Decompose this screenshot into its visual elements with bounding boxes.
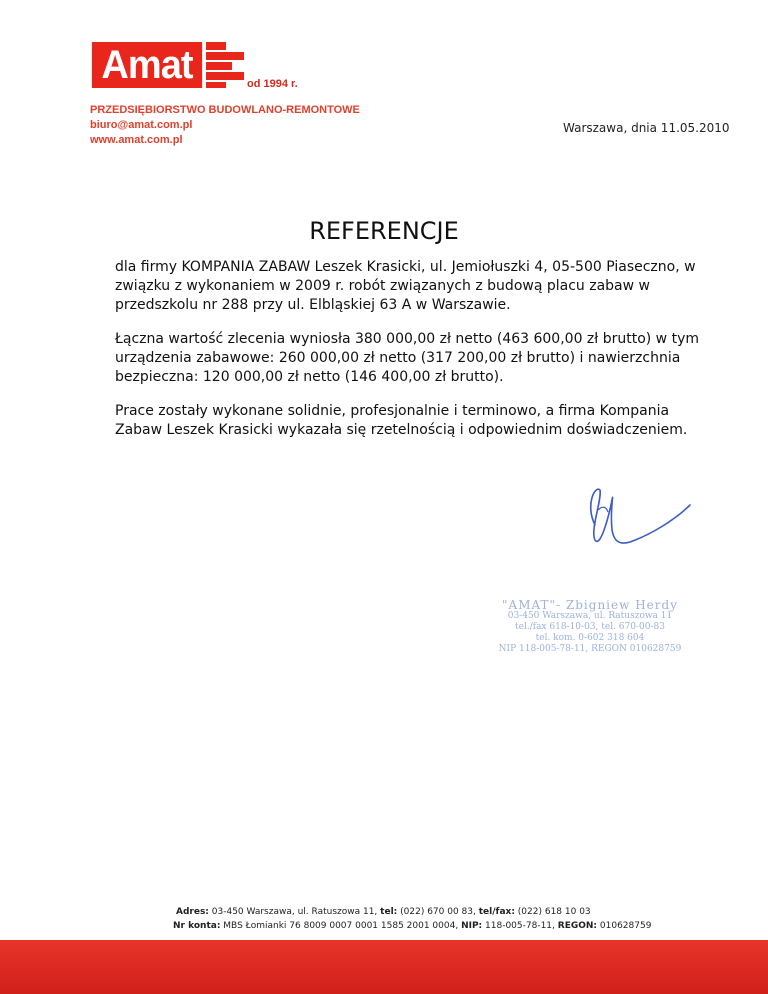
company-email: biuro@amat.com.pl bbox=[90, 119, 193, 131]
logo-wordmark: Amat bbox=[92, 42, 202, 88]
handwritten-signature bbox=[540, 480, 720, 560]
stamp-nip-regon: NIP 118-005-78-11, REGON 010628759 bbox=[498, 644, 682, 654]
stamp-name: "AMAT"- Zbigniew Herdy bbox=[502, 598, 678, 612]
footer-line-address: Adres: 03-450 Warszawa, ul. Ratuszowa 11, tel: (022) 670 00 83, tel/fax: (022) 618 10 03 bbox=[176, 907, 591, 917]
company-stamp bbox=[490, 600, 690, 655]
footer-red-band bbox=[0, 940, 768, 994]
company-website: www.amat.com.pl bbox=[90, 134, 183, 146]
body-paragraph-3: Prace zostały wykonane solidnie, profesjonalnie i terminowo, a firma Kompania Zabaw Leszek Krasicki wykazała się rzetelnością i odpowiednim doświadczeniem. bbox=[115, 403, 688, 438]
stamp-address: 03-450 Warszawa, ul. Ratuszowa 11 bbox=[507, 611, 673, 621]
company-info bbox=[90, 103, 360, 148]
brick-icon bbox=[206, 42, 246, 88]
footer-info bbox=[173, 905, 736, 933]
body-paragraph-2: Łączna wartość zlecenia wyniosła 380 000,00 zł netto (463 600,00 zł brutto) w tym urządzenia zabawowe: 260 000,00 zł netto (317 200,00 zł brutto) i nawierzchnia bezpieczna: 120 000,00 zł netto (146 400,00 zł brutto). bbox=[115, 331, 699, 385]
document-title: REFERENCJE bbox=[309, 217, 459, 245]
stamp-mobile: tel. kom. 0-602 318 604 bbox=[535, 633, 645, 643]
since-label: od 1994 r. bbox=[247, 78, 298, 90]
stamp-phone: tel./fax 618-10-03, tel. 670-00-83 bbox=[515, 622, 665, 632]
company-type: PRZEDSIĘBIORSTWO BUDOWLANO-REMONTOWE bbox=[90, 104, 360, 116]
body-paragraph-1: dla firmy KOMPANIA ZABAW Leszek Krasicki, ul. Jemiołuszki 4, 05-500 Piaseczno, w związku z wykonaniem w 2009 r. robót związanych z budową placu zabaw w przedszkolu nr 288 przy ul. Elbląskiej 63 A w Warszawie. bbox=[115, 259, 696, 313]
footer-line-account: Nr konta: MBS Łomianki 76 8009 0007 0001 1585 2001 0004, NIP: 118-005-78-11, REGON: 010628759 bbox=[173, 921, 652, 931]
place-date: Warszawa, dnia 11.05.2010 bbox=[563, 121, 730, 135]
